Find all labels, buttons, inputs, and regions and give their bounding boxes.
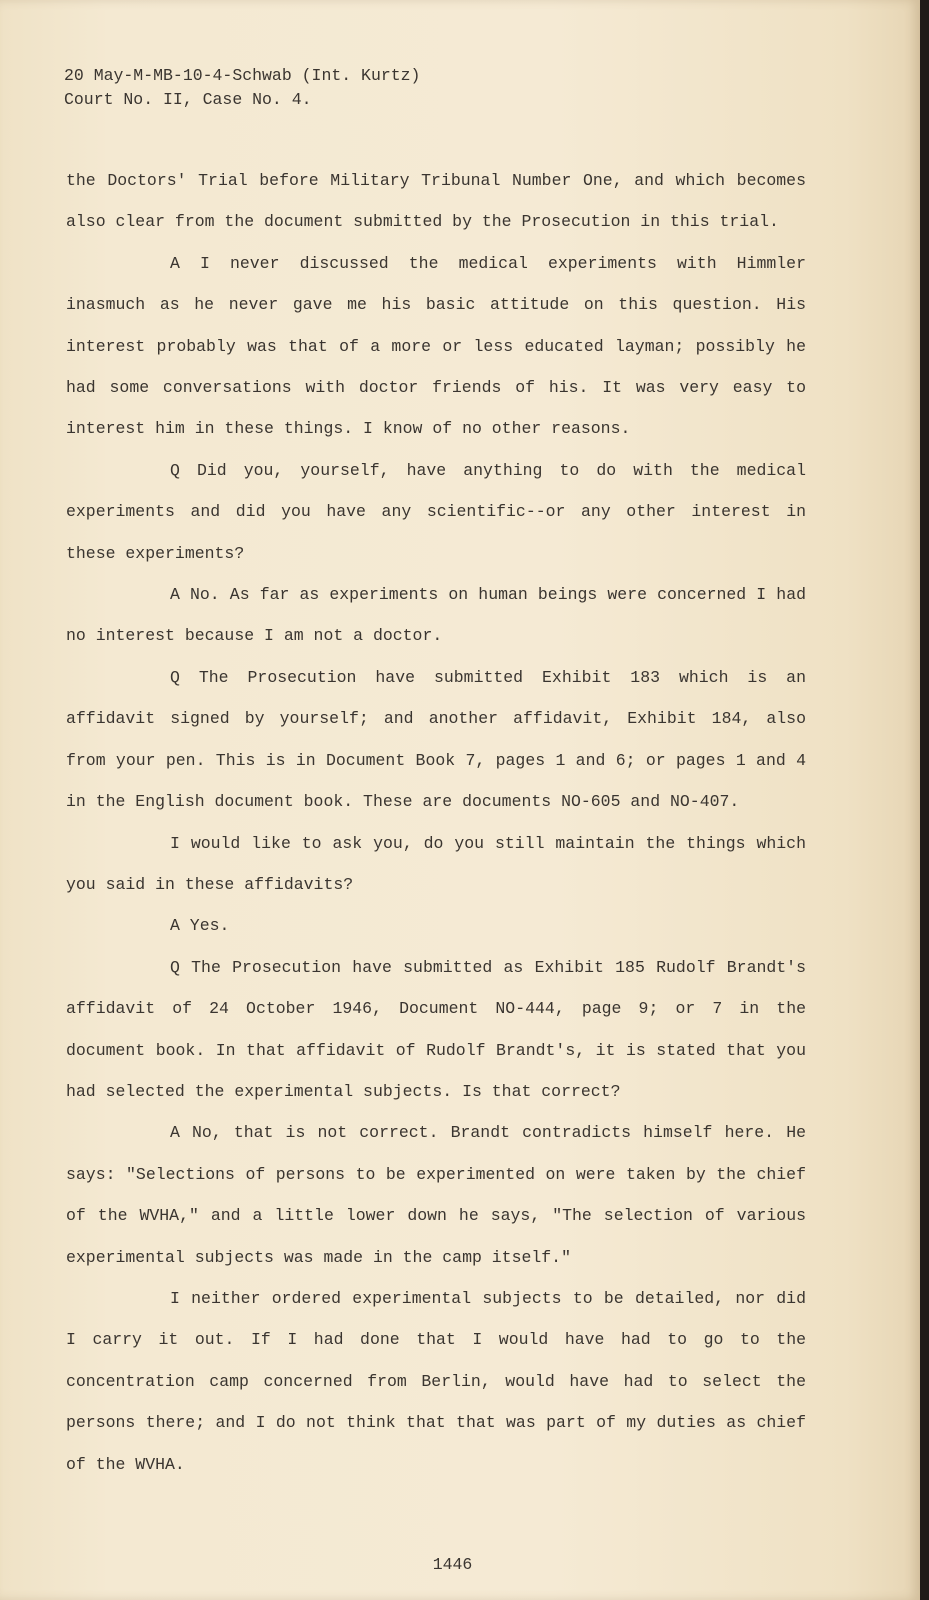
- paragraph-question: Q The Prosecution have submitted Exhibit 183 which is an affidavit signed by yourself; and another affidavit, Exhibit 184, also from your pen. This is in Document Book 7, pages 1 and 6; or pages 1 and 4 in the English document book. These are documents NO-605 and NO-407.: [66, 667, 806, 812]
- paragraph-continuation: the Doctors' Trial before Military Tribunal Number One, and which becomes also clear from the document submitted by the Prosecution in this trial.: [66, 171, 806, 232]
- paragraph-question: Q Did you, yourself, have anything to do with the medical experiments and did you have any scientific--or any other interest in these experiments?: [66, 460, 806, 563]
- paragraph-answer-continued: I neither ordered experimental subjects to be detailed, nor did I carry it out. If I had done that I would have had to go to the concentration camp concerned from Berlin, would have had to select the persons there; and I do not think that that was part of my duties as chief of the WVHA.: [66, 1288, 806, 1474]
- transcript-body: [66, 160, 806, 1485]
- paragraph-answer: A Yes.: [170, 916, 230, 936]
- paragraph-answer: A No. As far as experiments on human beings were concerned I had no interest because I am not a doctor.: [66, 585, 806, 646]
- document-header: [64, 64, 420, 112]
- header-court-line: Court No. II, Case No. 4.: [64, 90, 312, 109]
- paragraph-answer: A I never discussed the medical experiments with Himmler inasmuch as he never gave me his basic attitude on this question. His interest probably was that of a more or less educated layman; possibly he had some conversations with doctor friends of his. It was very easy to interest him in these things. I know of no other reasons.: [66, 253, 806, 439]
- scan-edge: [920, 0, 929, 1600]
- paragraph-answer: A No, that is not correct. Brandt contradicts himself here. He says: "Selections of persons to be experimented on were taken by the chief of the WVHA," and a little lower down he says, "The selection of various experimental subjects was made in the camp itself.": [66, 1123, 806, 1267]
- paragraph-question: Q The Prosecution have submitted as Exhibit 185 Rudolf Brandt's affidavit of 24 October 1946, Document NO-444, page 9; or 7 in the document book. In that affidavit of Rudolf Brandt's, it is stated that you had selected the experimental subjects. Is that correct?: [66, 957, 806, 1101]
- paragraph-question-continued: I would like to ask you, do you still maintain the things which you said in these affidavits?: [66, 833, 806, 894]
- page-number: 1446: [432, 1555, 473, 1574]
- header-session-line: 20 May-M-MB-10-4-Schwab (Int. Kurtz): [64, 66, 421, 85]
